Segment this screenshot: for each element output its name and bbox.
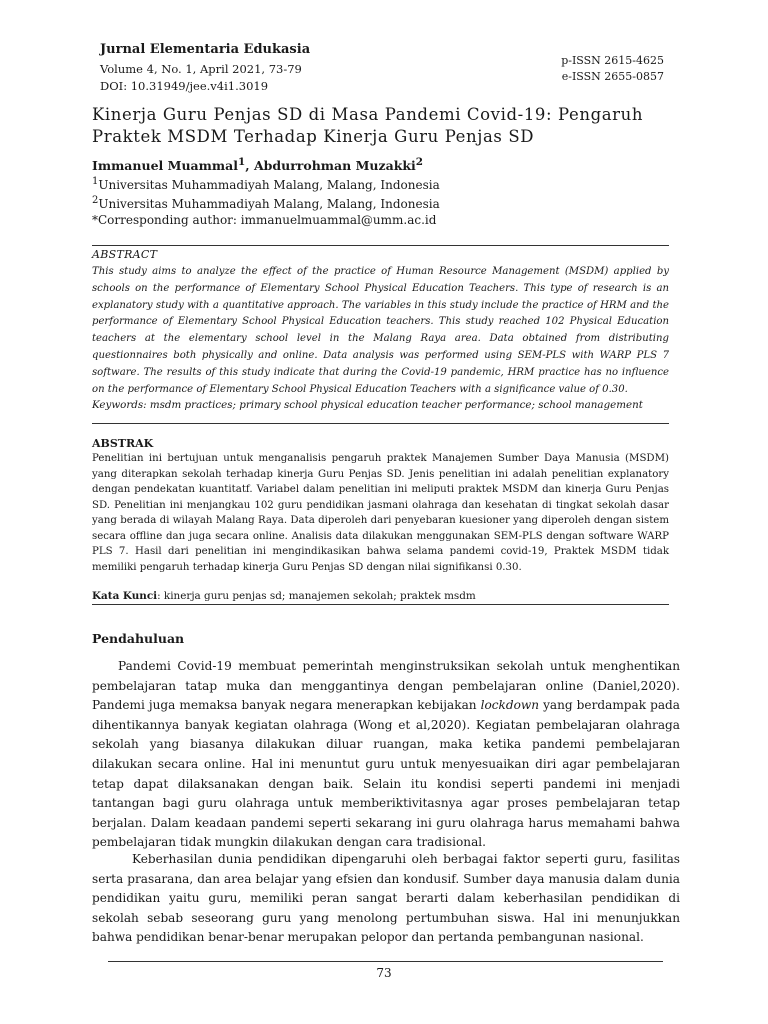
paragraph-1-part-a: Pandemi Covid-19 membuat pemerintah menginstruksikan sekolah untuk menghentikan pembelajaran tatap muka dan menggantinya dengan pembelajaran online (Daniel,2020). Pandemi juga memaksa banyak negara menerapkan kebijakan [92,659,680,713]
abstrak-keywords-label: Kata Kunci [92,590,158,602]
affiliation-1-text: Universitas Muhammadiyah Malang, Malang, Indonesia [98,178,440,192]
e-issn: e-ISSN 2655-0857 [561,70,664,83]
footer-divider [108,961,663,962]
section-heading: Pendahuluan [92,631,185,646]
author-2-sup: 2 [415,156,424,168]
author-1: Immanuel Muammal [92,158,238,174]
abstrak-keywords-text: : kinerja guru penjas sd; manajemen sekolah; praktek msdm [157,590,476,602]
affiliation-1 [92,176,440,192]
body-paragraph-1 [92,657,680,853]
article-title: Kinerja Guru Penjas SD di Masa Pandemi Covid-19: Pengaruh Praktek MSDM Terhadap Kinerja Guru Penjas SD [92,105,644,146]
divider-top [92,245,669,246]
abstract-heading: ABSTRACT [92,248,158,261]
affiliation-2-text: Universitas Muhammadiyah Malang, Malang, Indonesia [98,197,440,211]
abstrak-heading: ABSTRAK [92,437,154,450]
author-list [92,156,423,173]
author-1-sup: 1 [237,156,246,168]
divider-middle [92,423,669,424]
affiliation-1-sup: 1 [92,176,99,187]
author-2: Abdurrohman Muzakki [253,158,416,174]
corresponding-author: *Corresponding author: immanuelmuammal@umm.ac.id [92,213,437,227]
p-issn: p-ISSN 2615-4625 [561,54,664,67]
affiliation-2 [92,195,440,211]
issn-block [561,53,664,85]
volume-info: Volume 4, No. 1, April 2021, 73-79 [100,62,302,76]
affiliation-2-sup: 2 [92,195,99,206]
author-separator: , [245,158,254,174]
paragraph-1-part-b: yang berdampak pada dihentikannya banyak kegiatan olahraga (Wong et al,2020). Kegiatan pembelajaran olahraga sekolah yang biasanya dilakukan diluar ruangan, maka ketika pandemi pembelajaran dilakukan secara online. Hal ini menuntut guru untuk menyesuaikan diri agar pembelajaran tetap dapat dilaksanakan dengan baik. Selain itu kondisi seperti pandemi ini menjadi tantangan bagi guru olahraga untuk memberiktivitasnya agar proses pembelajaran tetap berjalan. Dalam keadaan pandemi seperti sekarang ini guru olahraga harus memahami bahwa pembelajaran tidak mungkin dilakukan dengan cara tradisional. [92,698,681,850]
abstrak-body: Penelitian ini bertujuan untuk menganalisis pengaruh praktek Manajemen Sumber Daya Manusia (MSDM) yang diterapkan sekolah terhadap kinerja Guru Penjas SD. Jenis penelitian ini adalah penelitian explanatory dengan pendekatan kuantitatf. Variabel dalam penelitian ini meliputi praktek MSDM dan kinerja Guru Penjas SD. Penelitian ini menjangkau 102 guru pendidikan jasmani olahraga dan kesehatan di tingkat sekolah dasar yang berada di wilayah Malang Raya. Data diperoleh dari penyebaran kuesioner yang diperoleh dengan sistem secara offline dan juga secara online. Analisis data dilakukan menggunakan SEM-PLS dengan software WARP PLS 7. Hasil dari penelitian ini mengindikasikan bahwa selama pandemi covid-19, Praktek MSDM tidak memiliki pengaruh terhadap kinerja Guru Penjas SD dengan nilai signifikansi 0.30. [92,453,669,573]
doi: DOI: 10.31949/jee.v4i1.3019 [100,79,269,93]
abstract-keywords: Keywords: msdm practices; primary school physical education teacher performance; school management [92,399,643,411]
body-paragraph-2: Keberhasilan dunia pendidikan dipengaruhi oleh berbagai faktor seperti guru, fasilitas serta prasarana, dan area belajar yang efsien dan kondusif. Sumber daya manusia dalam dunia pendidikan yaitu guru, memiliki peran sangat berarti dalam keberhasilan pendidikan di sekolah sebab seseorang guru yang menolong pertumbuhan siswa. Hal ini menunjukkan bahwa pendidikan benar-benar merupakan pelopor dan pertanda pembangunan nasional. [92,852,680,945]
abstract-body: This study aims to analyze the effect of the practice of Human Resource Management (MSDM) applied by schools on the performance of Elementary School Physical Education Teachers. This type of research is an explanatory study with a quantitative approach. The variables in this study include the practice of HRM and the performance of Elementary School Physical Education teachers. This study reached 102 Physical Education teachers at the elementary school level in the Malang Raya area. Data obtained from distributing questionnaires both physically and online. Data analysis was performed using SEM-PLS with WARP PLS 7 software. The results of this study indicate that during the Covid-19 pandemic, HRM practice has no influence on the performance of Elementary School Physical Education Teachers with a significance value of 0.30. [92,266,669,395]
paragraph-1-emphasis: lockdown [480,698,540,713]
page-number: 73 [376,966,392,980]
divider-bottom [92,604,669,605]
abstrak-keywords [92,590,476,602]
journal-name: Jurnal Elementaria Edukasia [100,42,311,57]
